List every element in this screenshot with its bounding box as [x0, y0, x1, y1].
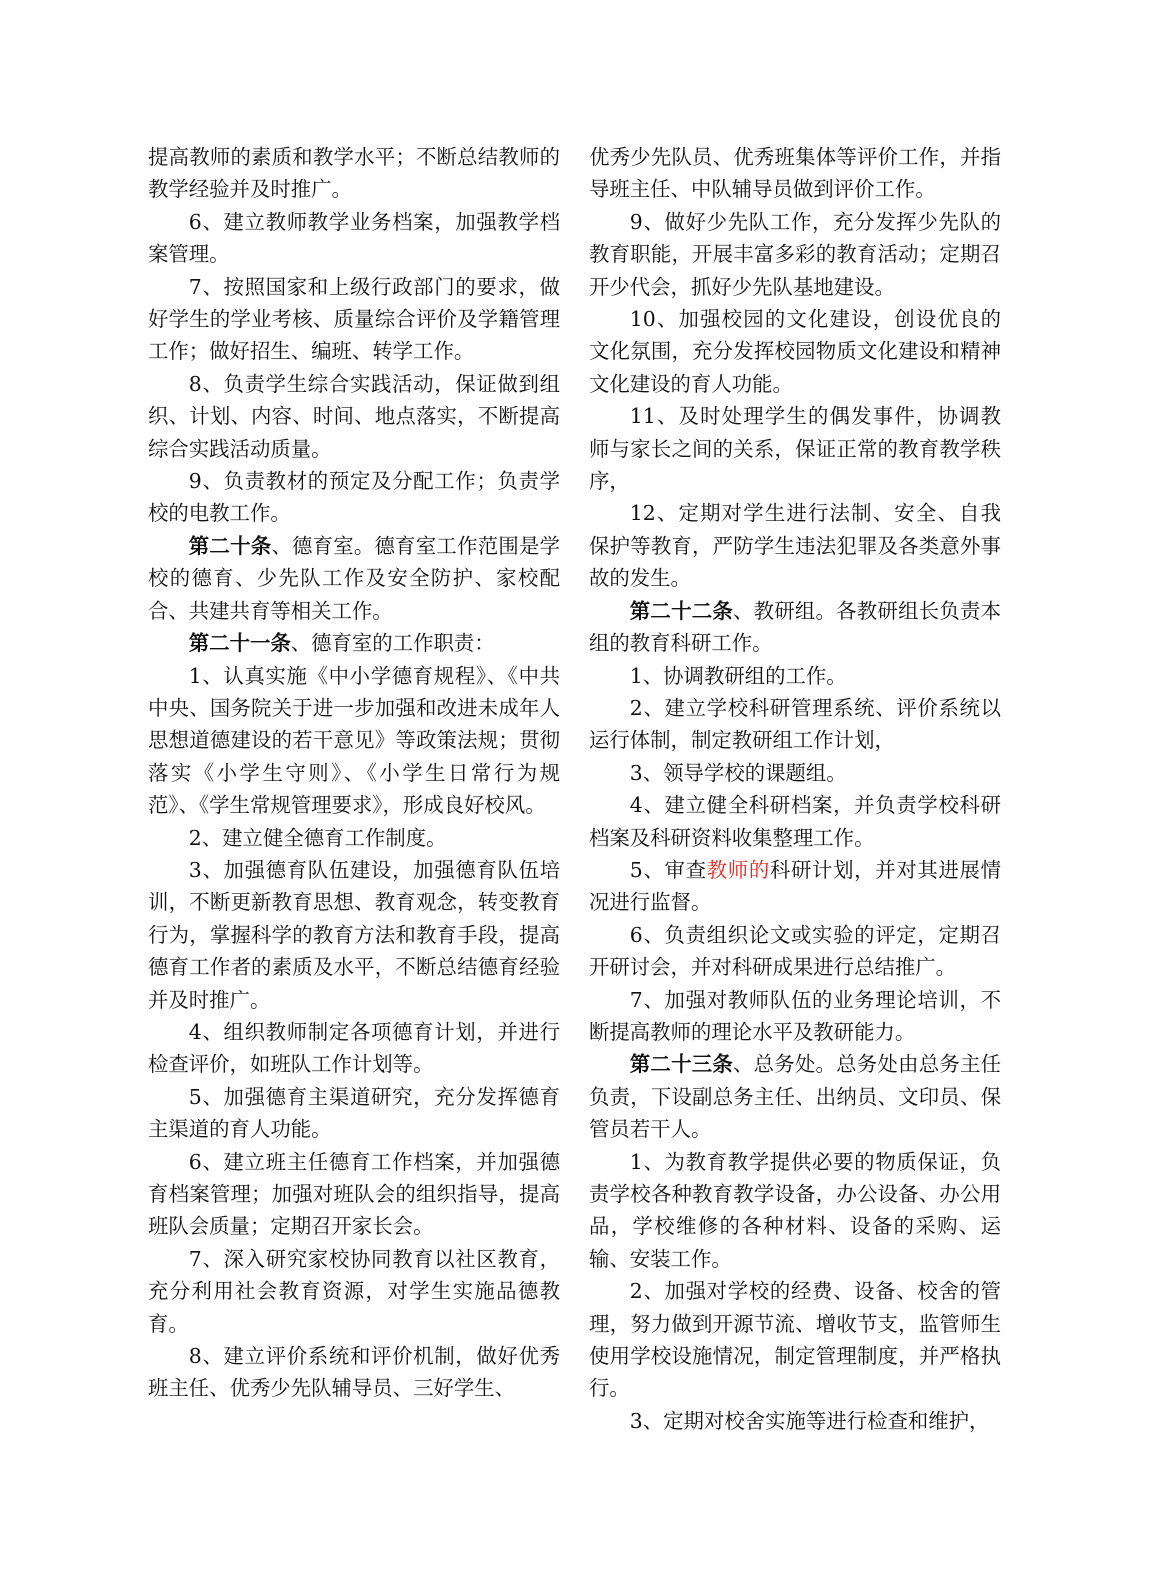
paragraph: 4、组织教师制定各项德育计划，并进行检查评价，如班队工作计划等。 — [148, 1019, 560, 1077]
paragraph: 7、加强对教师队伍的业务理论培训，不断提高教师的理论水平及教研能力。 — [589, 987, 1001, 1044]
article-text: 、总务处。总务处由总务主任负责，下设副总务主任、出纳员、文印员、保管员若干人。 — [589, 1052, 1002, 1142]
paragraph: 3、加强德育队伍建设，加强德育队伍培训，不断更新教育思想、教育观念，转变教育行为，掌握科学的教育方法和教育手段，提高德育工作者的素质及水平，不断总结德育经验并及时推广。 — [148, 857, 560, 1012]
paragraph: 1、认真实施《中小学德育规程》、《中共中央、国务院关于进一步加强和改进未成年人思想道德建设的若干意见》等政策法规；贯彻落实《小学生守则》、《小学生日常行为规范》、《学生常规管理要求》，形成良好校风。 — [148, 663, 560, 818]
paragraph: 3、定期对校舍实施等进行检查和维护， — [629, 1408, 990, 1433]
paragraph: 10、加强校园的文化建设，创设优良的文化氛围，充分发挥校园物质文化建设和精神文化建设的育人功能。 — [589, 307, 1001, 396]
right-column — [589, 141, 1001, 1437]
paragraph: 2、建立健全德育工作制度。 — [188, 825, 447, 850]
paragraph: 提高教师的素质和教学水平；不断总结教师的教学经验并及时推广。 — [148, 145, 560, 202]
paragraph: 2、加强对学校的经费、设备、校舍的管理，努力做到开源节流、增收节支，监管师生使用学校设施情况，制定管理制度，并严格执行。 — [589, 1279, 1001, 1401]
article-heading: 第二十一条 — [188, 631, 291, 656]
paragraph: 6、负责组织论文或实验的评定，定期召开研讨会，并对科研成果进行总结推广。 — [589, 922, 1001, 980]
paragraph: 6、建立班主任德育工作档案，并加强德育档案管理；加强对班队会的组织指导，提高班队会质量；定期召开家长会。 — [148, 1149, 560, 1239]
article-heading: 第二十条 — [188, 533, 272, 558]
article-paragraph — [589, 595, 1001, 660]
article-text: 、德育室。德育室工作范围是学校的德育、少先队工作及安全防护、家校配合、共建共育等相关工作。 — [148, 533, 561, 623]
article-heading: 第二十二条 — [629, 598, 733, 623]
paragraph: 9、负责教材的预定及分配工作；负责学校的电教工作。 — [148, 469, 560, 526]
article-heading: 第二十三条 — [629, 1052, 733, 1077]
paragraph: 4、建立健全科研档案，并负责学校科研档案及科研资料收集整理工作。 — [589, 793, 1001, 850]
article-text: 、教研组。各教研组长负责本组的教育科研工作。 — [589, 598, 1002, 656]
highlighted-text: 教师的 — [706, 857, 770, 882]
paragraph: 1、协调教研组的工作。 — [629, 663, 847, 688]
paragraph-with-highlight — [589, 854, 1001, 919]
article-text: 、德育室的工作职责： — [290, 631, 495, 656]
paragraph: 7、深入研究家校协同教育以社区教育，充分利用社会教育资源，对学生实施品德教育。 — [148, 1246, 560, 1336]
paragraph: 8、负责学生综合实践活动，保证做到组织、计划、内容、时间、地点落实，不断提高综合实践活动质量。 — [148, 371, 560, 461]
article-paragraph — [148, 530, 560, 627]
paragraph: 9、做好少先队工作，充分发挥少先队的教育职能，开展丰富多彩的教育活动；定期召开少代会，抓好少先队基地建设。 — [589, 209, 1001, 299]
paragraph: 1、为教育教学提供必要的物质保证，负责学校各种教育教学设备，办公设备、办公用品，学校维修的各种材料、设备的采购、运输、安装工作。 — [589, 1149, 1001, 1271]
paragraph: 2、建立学校科研管理系统、评价系统以运行体制，制定教研组工作计划， — [589, 695, 1001, 753]
paragraph: 5、加强德育主渠道研究，充分发挥德育主渠道的育人功能。 — [148, 1084, 560, 1142]
left-column — [148, 141, 560, 1405]
paragraph: 优秀少先队员、优秀班集体等评价工作，并指导班主任、中队辅导员做到评价工作。 — [589, 145, 1001, 202]
text-segment: 科研计划，并对其进展情况进行监督。 — [589, 857, 1001, 915]
paragraph: 7、按照国家和上级行政部门的要求，做好学生的学业考核、质量综合评价及学籍管理工作；做好招生、编班、转学工作。 — [148, 274, 560, 364]
paragraph: 6、建立教师教学业务档案，加强教学档案管理。 — [148, 209, 560, 267]
text-segment: 5、审查 — [629, 857, 707, 882]
paragraph: 12、定期对学生进行法制、安全、自我保护等教育，严防学生违法犯罪及各类意外事故的发生。 — [589, 501, 1001, 591]
paragraph: 8、建立评价系统和评价机制，做好优秀班主任、优秀少先队辅导员、三好学生、 — [148, 1344, 560, 1401]
article-paragraph — [589, 1048, 1001, 1145]
article-paragraph — [148, 627, 560, 659]
paragraph: 11、及时处理学生的偶发事件，协调教师与家长之间的关系，保证正常的教育教学秩序， — [589, 404, 1001, 494]
paragraph: 3、领导学校的课题组。 — [629, 760, 847, 785]
